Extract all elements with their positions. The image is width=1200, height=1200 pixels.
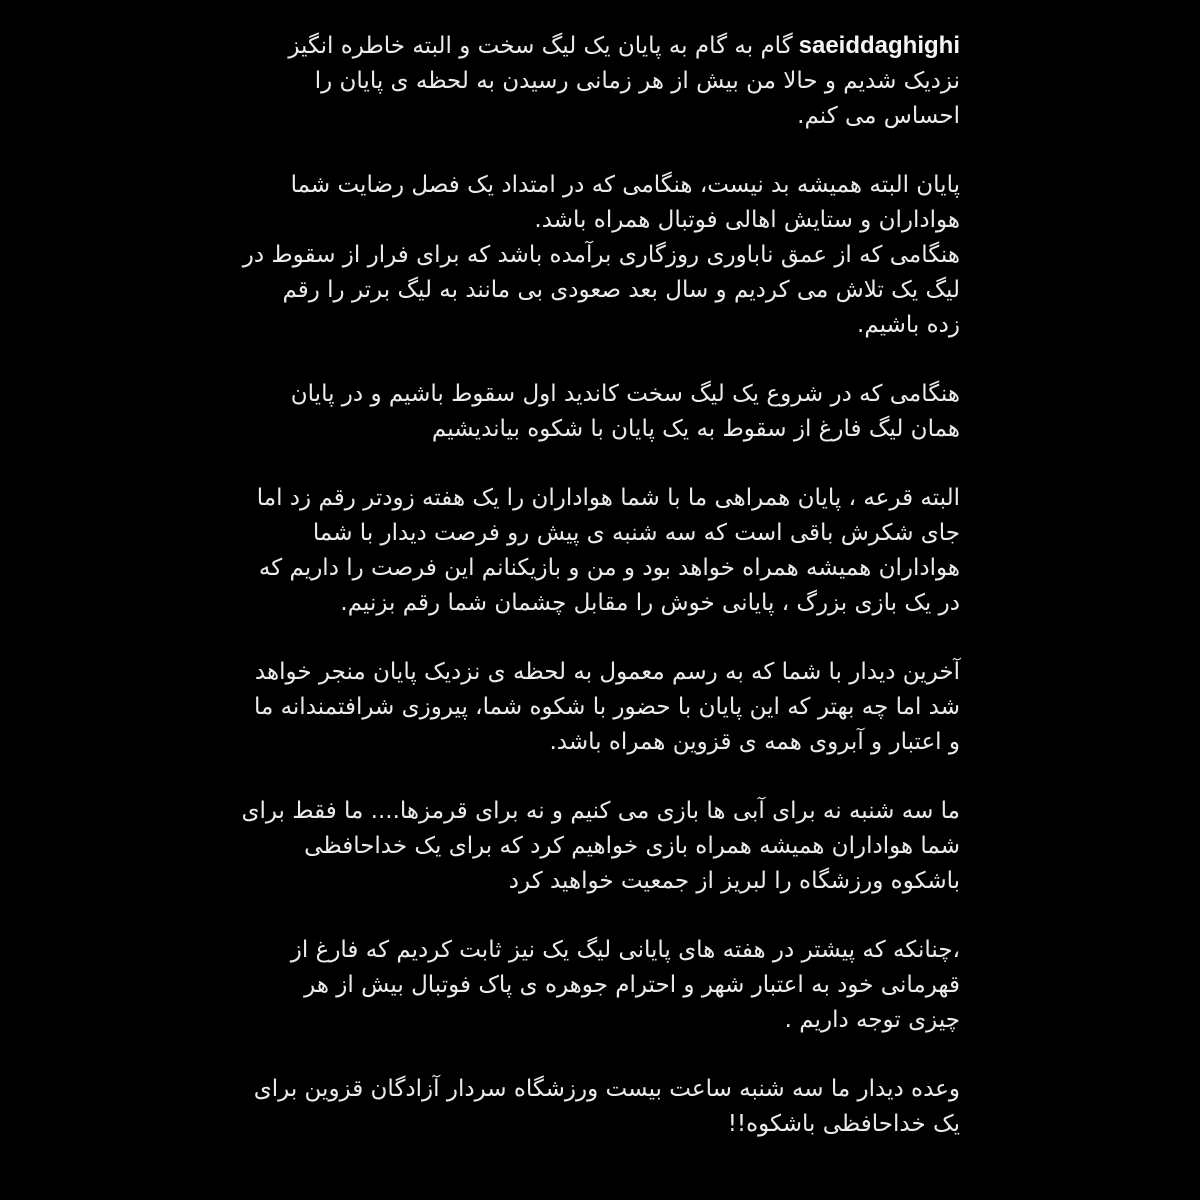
caption-line: در یک بازی بزرگ ، پایانی خوش را مقابل چشمان شما رقم بزنیم. (340, 590, 960, 616)
caption-paragraph-3 (240, 377, 960, 447)
caption-line: شد اما چه بهتر که این پایان با حضور با شکوه شما، پیروزی شرافتمندانه ما (253, 694, 960, 720)
caption-line: هواداران و ستایش اهالی فوتبال همراه باشد. (534, 207, 960, 233)
caption-paragraph-2 (240, 168, 960, 343)
caption-line: وعده دیدار ما سه شنبه ساعت بیست ورزشگاه سردار آزادگان قزوین برای (253, 1076, 960, 1102)
caption-line: هنگامی که در شروع یک لیگ سخت کاندید اول سقوط باشیم و در پایان (290, 381, 960, 407)
caption-line: و اعتبار و آبروی همه ی قزوین همراه باشد. (549, 729, 960, 755)
username[interactable]: saeiddaghighi (798, 32, 960, 59)
caption-line: یک خداحافظی باشکوه!! (727, 1111, 960, 1137)
caption-line: شما هواداران همیشه همراه بازی خواهیم کرد که برای یک خداحافظی (304, 833, 960, 859)
caption-line: هواداران همیشه همراه خواهد بود و من و بازیکنانم این فرصت را داریم که (258, 555, 960, 581)
caption-line: جای شکرش باقی است که سه شنبه ی پیش رو فرصت دیدار با شما (312, 520, 960, 546)
caption-paragraph-7 (240, 933, 960, 1038)
caption-first-line (240, 28, 960, 64)
caption-paragraph-5 (240, 655, 960, 760)
caption-line: احساس می کنم. (797, 103, 960, 129)
caption-line: چیزی توجه داریم . (784, 1007, 960, 1033)
caption-line: باشکوه ورزشگاه را لبریز از جمعیت خواهید کرد (508, 868, 960, 894)
caption-line: البته قرعه ، پایان همراهی ما با شما هواداران را یک هفته زودتر رقم زد اما (256, 485, 960, 511)
post-caption (240, 28, 960, 1142)
caption-line: نزدیک شدیم و حالا من بیش از هر زمانی رسیدن به لحظه ی پایان را (314, 68, 960, 94)
caption-line: ،چنانکه که پیشتر در هفته های پایانی لیگ یک نیز ثابت کردیم که فارغ از (290, 937, 960, 963)
caption-line: پایان البته همیشه بد نیست، هنگامی که در امتداد یک فصل رضایت شما (290, 172, 960, 198)
caption-line: آخرین دیدار با شما که به رسم معمول به لحظه ی نزدیک پایان منجر خواهد (254, 659, 960, 685)
caption-line: ما سه شنبه نه برای آبی ها بازی می کنیم و نه برای قرمزها.... ما فقط برای (241, 798, 960, 824)
caption-line: لیگ یک تلاش می کردیم و سال بعد صعودی بی مانند به لیگ برتر را رقم (282, 277, 960, 303)
caption-paragraph-8 (240, 1072, 960, 1142)
caption-paragraph-4 (240, 481, 960, 621)
caption-line: همان لیگ فارغ از سقوط به یک پایان با شکوه بیاندیشیم (431, 416, 960, 442)
caption-paragraph-1 (240, 28, 960, 134)
caption-line: هنگامی که از عمق ناباوری روزگاری برآمده باشد که برای فرار از سقوط در (242, 242, 960, 268)
caption-line: قهرمانی خود به اعتبار شهر و احترام جوهره ی پاک فوتبال بیش از هر (304, 972, 960, 998)
caption-paragraph-6 (240, 794, 960, 899)
caption-line: زده باشیم. (857, 312, 960, 338)
caption-first-line-text: گام به گام به پایان یک لیگ سخت و البته خاطره انگیز (288, 33, 793, 59)
